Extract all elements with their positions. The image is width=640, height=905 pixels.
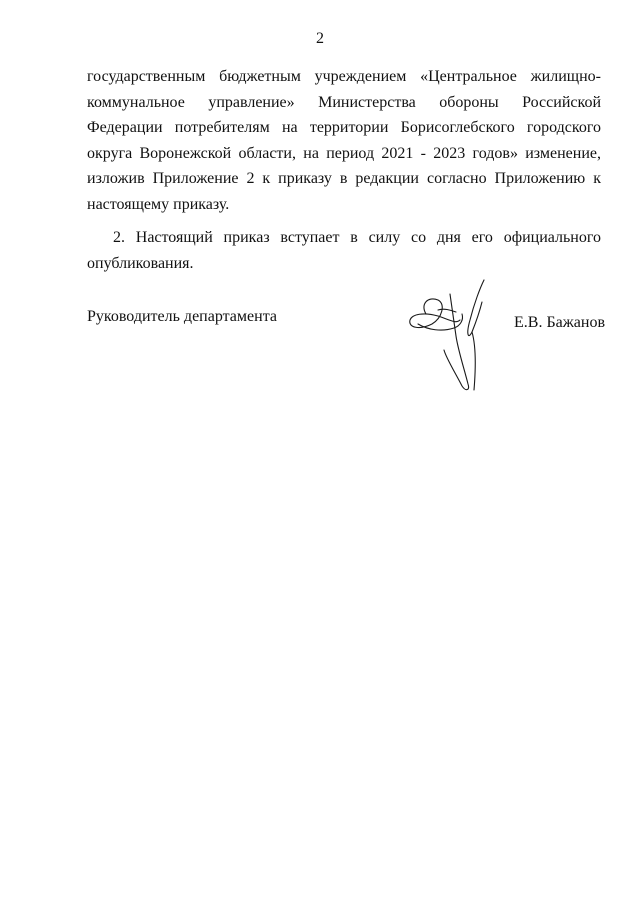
page-number: 2 (316, 30, 324, 47)
paragraph-continuation: государственным бюджетным учреждением «Центральное жилищно-коммунальное управление» Министерства обороны Российской Федерации потребителям на территории Борисоглебского городского округа Воронежской области, на период 2021 - 2023 годов» изменение, изложив Приложение 2 к приказу в редакции согласно Приложению к настоящему приказу. (87, 68, 601, 213)
handwritten-signature (398, 274, 508, 396)
paragraph-2: 2. Настоящий приказ вступает в силу со дня его официального опубликования. (87, 229, 601, 272)
signatory-name: Е.В. Бажанов (514, 314, 606, 331)
document-body (87, 64, 601, 276)
signatory-position: Руководитель департамента (87, 308, 277, 325)
